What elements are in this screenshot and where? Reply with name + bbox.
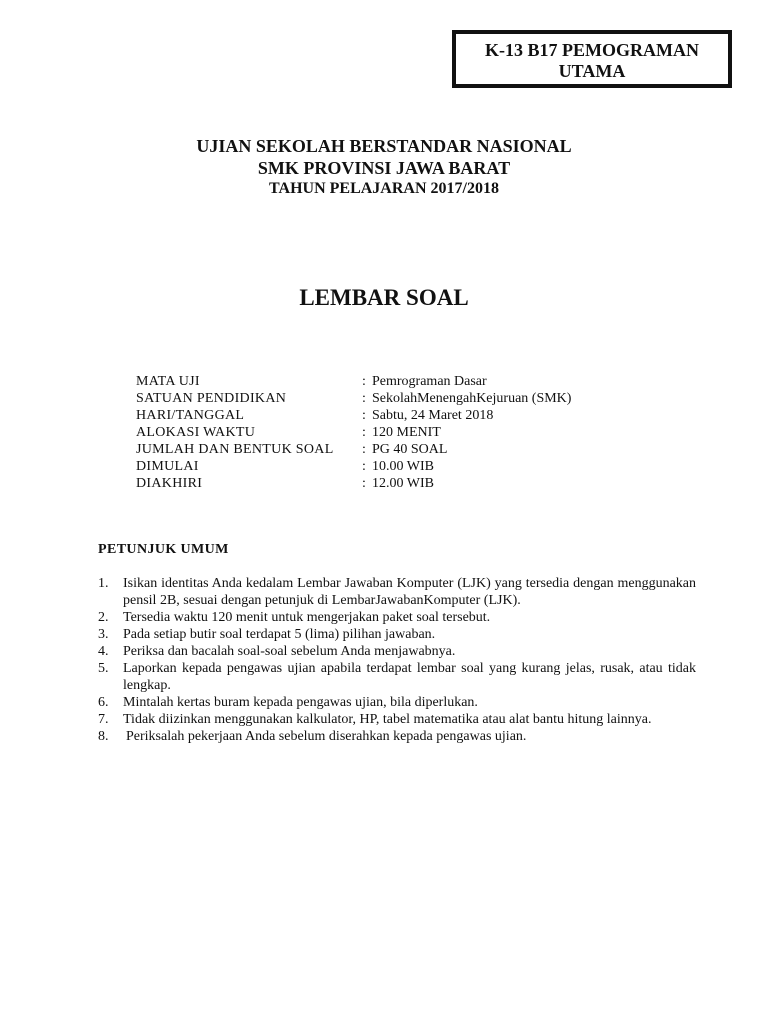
info-label: SATUAN PENDIDIKAN bbox=[136, 391, 287, 406]
info-value: 12.00 WIB bbox=[372, 476, 434, 491]
exam-info-table bbox=[136, 373, 672, 492]
academic-year-heading: TAHUN PELAJARAN 2017/2018 bbox=[269, 180, 499, 197]
info-row bbox=[136, 441, 672, 458]
info-row bbox=[136, 373, 672, 390]
exam-heading: UJIAN SEKOLAH BERSTANDAR NASIONAL bbox=[196, 136, 572, 156]
info-separator: : bbox=[362, 442, 366, 457]
subject-code-box bbox=[452, 30, 732, 88]
instruction-text: Mintalah kertas buram kepada pengawas ujian, bila diperlukan. bbox=[123, 695, 478, 710]
instructions-title: PETUNJUK UMUM bbox=[98, 542, 229, 557]
instruction-text: Periksalah pekerjaan Anda sebelum diserahkan kepada pengawas ujian. bbox=[126, 729, 527, 744]
subject-code-line-2: UTAMA bbox=[558, 61, 626, 81]
instruction-item bbox=[98, 711, 696, 728]
instruction-text: Periksa dan bacalah soal-soal sebelum Anda menjawabnya. bbox=[123, 644, 456, 659]
info-value: SekolahMenengahKejuruan (SMK) bbox=[372, 391, 572, 406]
instruction-item bbox=[98, 643, 696, 660]
instruction-number: 5. bbox=[98, 661, 109, 676]
info-value: Sabtu, 24 Maret 2018 bbox=[372, 408, 494, 423]
subject-code-line-1: K-13 B17 PEMOGRAMAN bbox=[485, 40, 699, 60]
instruction-number: 4. bbox=[98, 644, 109, 659]
instructions-list bbox=[98, 575, 696, 745]
info-separator: : bbox=[362, 391, 366, 406]
instruction-item bbox=[98, 694, 696, 711]
info-row bbox=[136, 475, 672, 492]
info-separator: : bbox=[362, 425, 366, 440]
instruction-number: 6. bbox=[98, 695, 109, 710]
instruction-item bbox=[98, 575, 696, 609]
info-label: DIMULAI bbox=[136, 459, 199, 474]
instruction-text: Pada setiap butir soal terdapat 5 (lima) pilihan jawaban. bbox=[123, 627, 436, 642]
info-value: 120 MENIT bbox=[372, 425, 441, 440]
instruction-item bbox=[98, 609, 696, 626]
instruction-number: 2. bbox=[98, 610, 109, 625]
info-row bbox=[136, 407, 672, 424]
instruction-text: Tersedia waktu 120 menit untuk mengerjakan paket soal tersebut. bbox=[123, 610, 491, 625]
info-row bbox=[136, 424, 672, 441]
info-label: ALOKASI WAKTU bbox=[136, 425, 256, 440]
info-row bbox=[136, 458, 672, 475]
instruction-number: 3. bbox=[98, 627, 109, 642]
instruction-number: 8. bbox=[98, 729, 109, 744]
province-heading: SMK PROVINSI JAWA BARAT bbox=[257, 158, 511, 178]
info-value: 10.00 WIB bbox=[372, 459, 434, 474]
info-label: JUMLAH DAN BENTUK SOAL bbox=[136, 442, 334, 457]
info-value: PG 40 SOAL bbox=[372, 442, 448, 457]
instruction-item bbox=[98, 728, 696, 745]
info-separator: : bbox=[362, 408, 366, 423]
instruction-text: Laporkan kepada pengawas ujian apabila terdapat lembar soal yang kurang jelas, rusak, atau tidak lengkap. bbox=[123, 661, 696, 693]
info-value: Pemrograman Dasar bbox=[372, 374, 487, 389]
instruction-item bbox=[98, 660, 696, 694]
info-label: HARI/TANGGAL bbox=[136, 408, 245, 423]
page-title: LEMBAR SOAL bbox=[299, 285, 469, 310]
instruction-text: Isikan identitas Anda kedalam Lembar Jawaban Komputer (LJK) yang tersedia dengan menggunakan pensil 2B, sesuai dengan petunjuk di LembarJawabanKomputer (LJK). bbox=[123, 576, 696, 608]
info-separator: : bbox=[362, 476, 366, 491]
instruction-number: 7. bbox=[98, 712, 109, 727]
info-separator: : bbox=[362, 459, 366, 474]
info-separator: : bbox=[362, 374, 366, 389]
instruction-text: Tidak diizinkan menggunakan kalkulator, HP, tabel matematika atau alat bantu hitung lainnya. bbox=[123, 712, 652, 727]
instruction-item bbox=[98, 626, 696, 643]
info-label: MATA UJI bbox=[136, 374, 200, 389]
instruction-number: 1. bbox=[98, 576, 109, 591]
info-label: DIAKHIRI bbox=[136, 476, 203, 491]
info-row bbox=[136, 390, 672, 407]
